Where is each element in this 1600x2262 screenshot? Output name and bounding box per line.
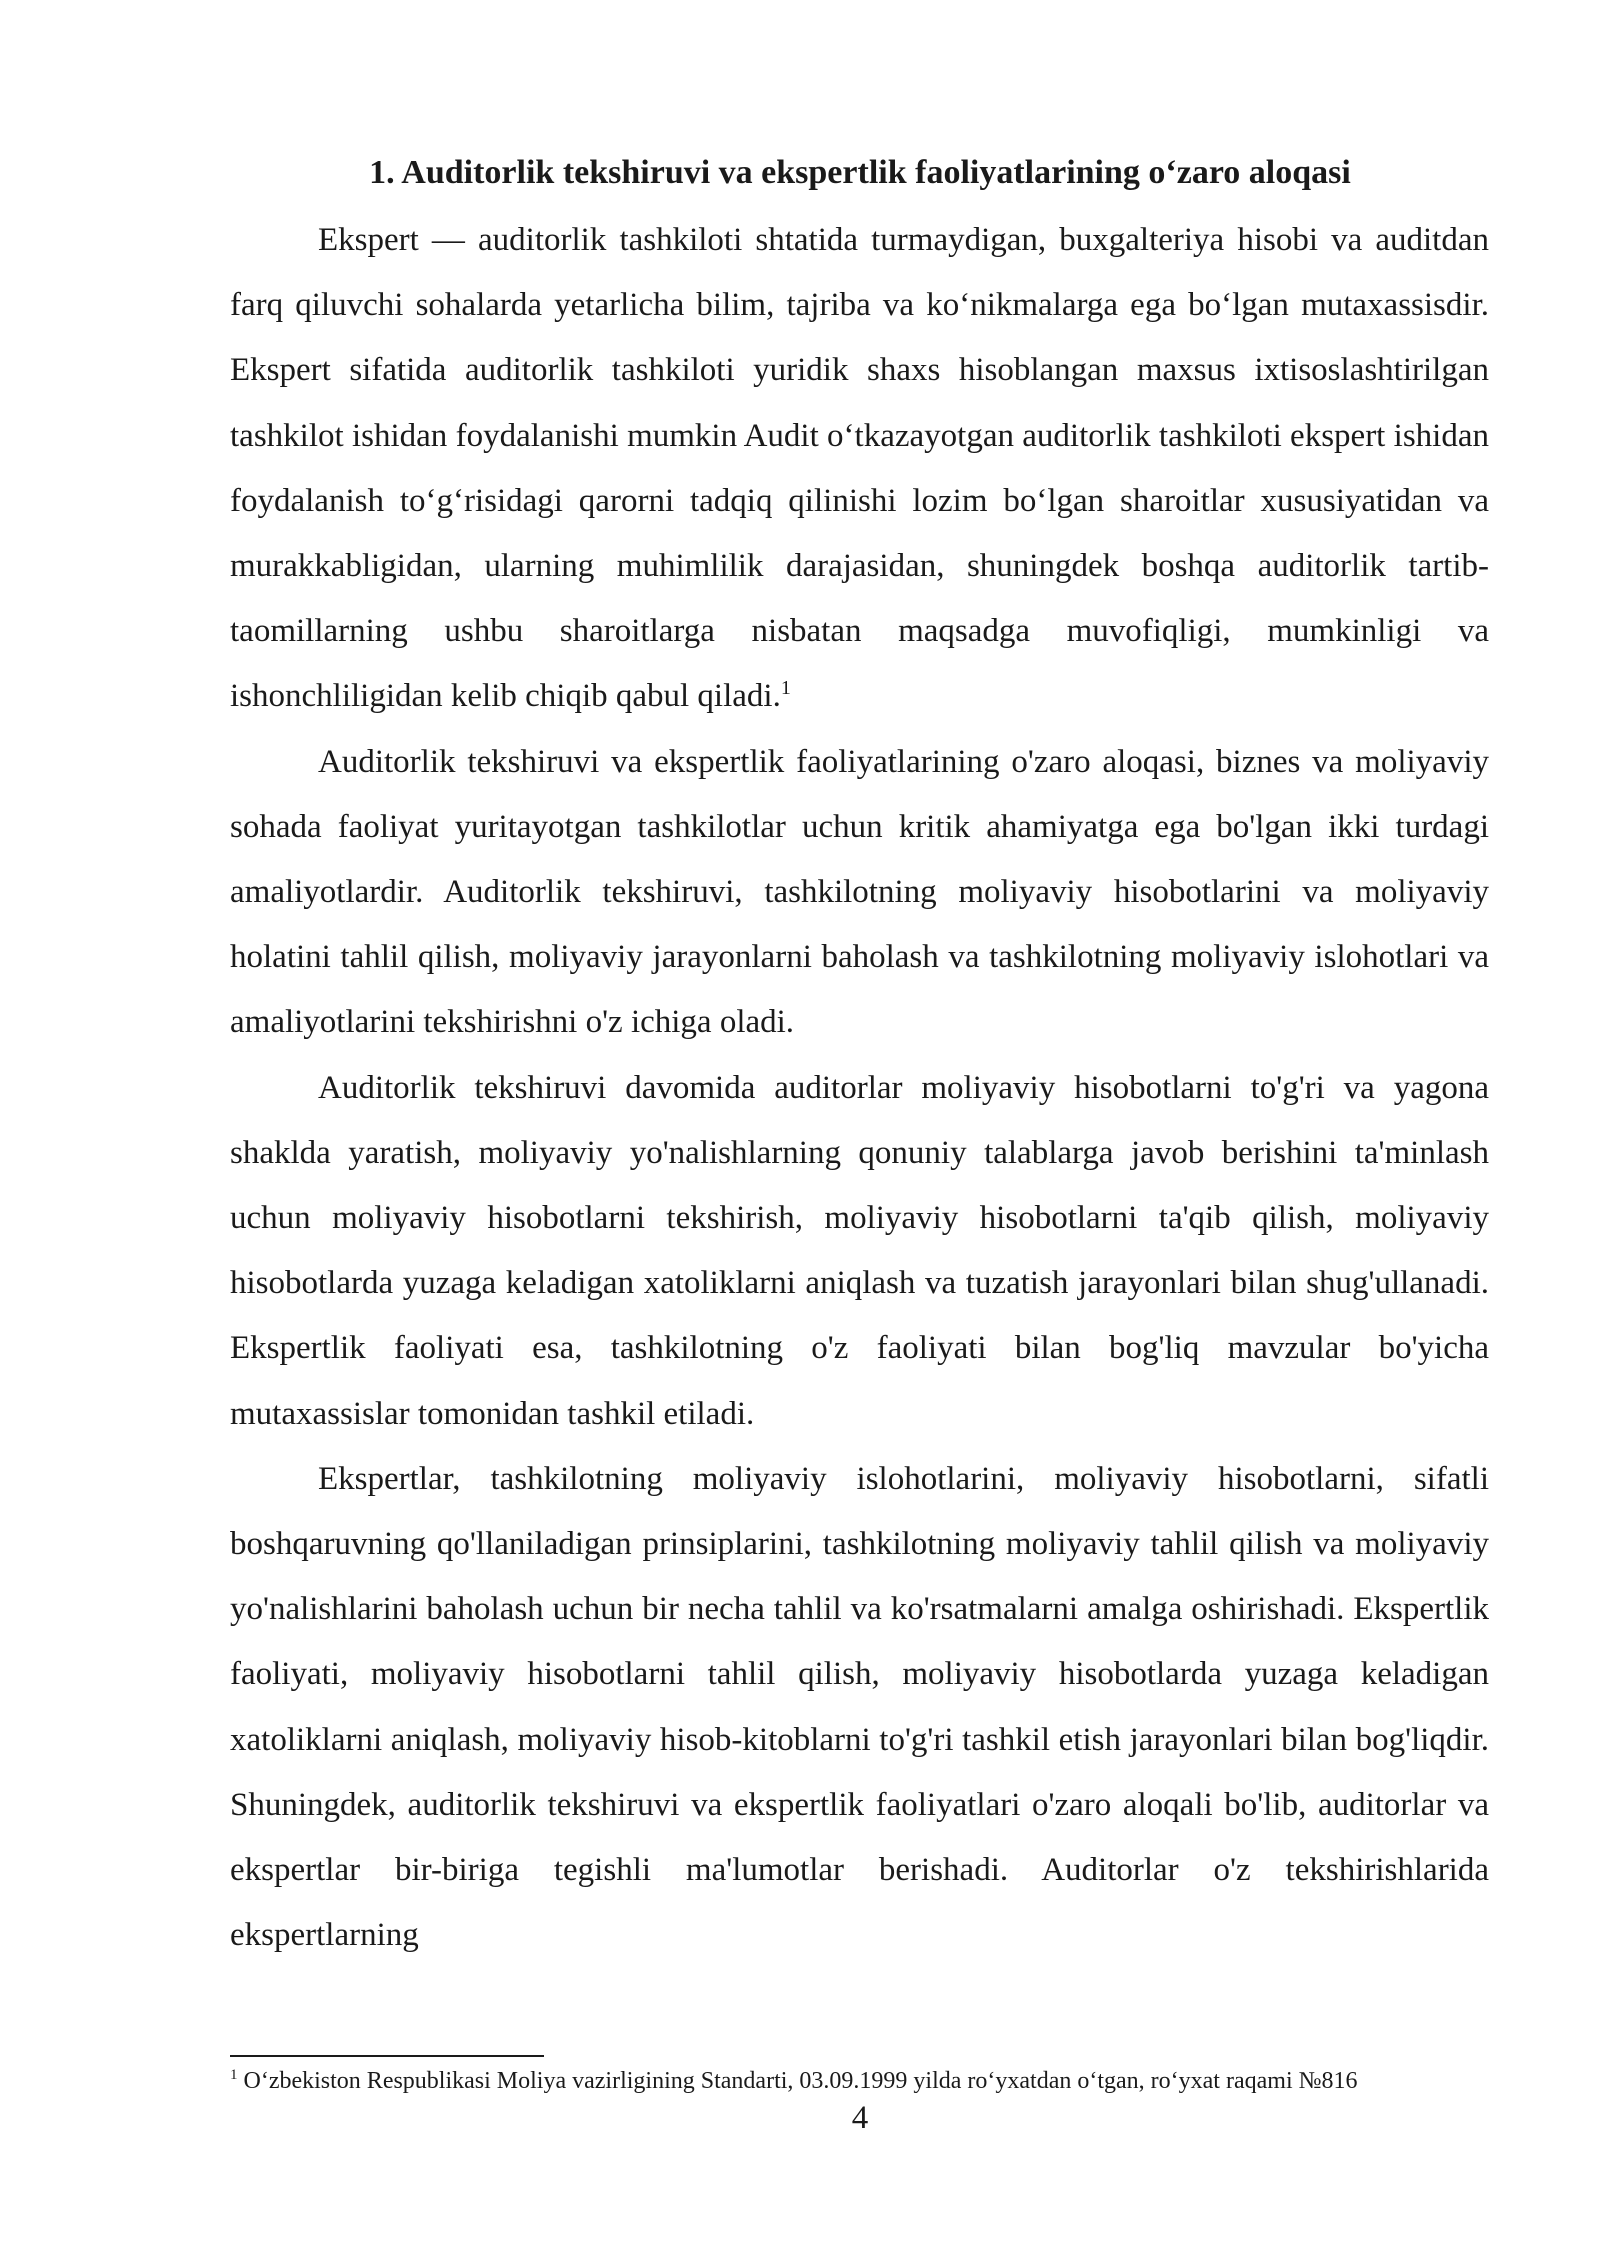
paragraph-text: Ekspert — auditorlik tashkiloti shtatida turmaydigan, buxgalteriya hisobi va auditdan farq qiluvchi sohalarda yetarlicha bilim, tajriba va ko‘nikmalarga ega bo‘lgan mutaxassisdir. Ekspert sifatida auditorlik tashkiloti yuridik shaxs hisoblangan maxsus ixtisoslashtirilgan tashkilot ishidan foydalanishi mumkin Audit o‘tkazayotgan auditorlik tashkiloti ekspert ishidan foydalanish to‘g‘risidagi qarorni tadqiq qilinishi lozim bo‘lgan sharoitlar xususiyatidan va murakkabligidan, ularning muhimlilik darajasidan, shuningdek boshqa auditorlik tartib-taomillarning ushbu sharoitlarga nisbatan maqsadga muvofiqligi, mumkinligi va ishonchliligidan kelib chiqib qabul qiladi.	[230, 222, 1489, 715]
paragraph	[230, 208, 1489, 730]
section-heading: 1. Auditorlik tekshiruvi va ekspertlik faoliyatlarining o‘zaro aloqasi	[369, 154, 1351, 191]
paragraph: Auditorlik tekshiruvi davomida auditorlar moliyaviy hisobotlarni to'g'ri va yagona shaklda yaratish, moliyaviy yo'nalishlarning qonuniy talablarga javob berishini ta'minlash uchun moliyaviy hisobotlarni tekshirish, moliyaviy hisobotlarni ta'qib qilish, moliyaviy hisobotlarda yuzaga keladigan xatoliklarni aniqlash va tuzatish jarayonlari bilan shug'ullanadi. Ekspertlik faoliyati esa, tashkilotning o'z faoliyati bilan bog'liq mavzular bo'yicha mutaxassislar tomonidan tashkil etiladi.	[230, 1069, 1489, 1432]
page-number: 4	[851, 2100, 869, 2136]
footnote-separator	[230, 2055, 544, 2057]
footnote-reference[interactable]: 1	[780, 677, 791, 700]
footnote	[230, 2064, 1510, 2098]
footnote-text: O‘zbekiston Respublikasi Moliya vazirligining Standarti, 03.09.1999 yilda ro‘yxatdan o‘tgan, ro‘yxat raqami №816	[237, 2068, 1358, 2094]
paragraph: Ekspertlar, tashkilotning moliyaviy islohotlarini, moliyaviy hisobotlarni, sifatli boshqaruvning qo'llaniladigan prinsiplarini, tashkilotning moliyaviy tahlil qilish va moliyaviy yo'nalishlarini baholash uchun bir necha tahlil va ko'rsatmalarni amalga oshirishadi. Ekspertlik faoliyati, moliyaviy hisobotlarni tahlil qilish, moliyaviy hisobotlarda yuzaga keladigan xatoliklarni aniqlash, moliyaviy hisob-kitoblarni to'g'ri tashkil etish jarayonlari bilan bog'liqdir. Shuningdek, auditorlik tekshiruvi va ekspertlik faoliyatlari o'zaro aloqali bo'lib, auditorlar va ekspertlar bir-biriga tegishli ma'lumotlar berishadi. Auditorlar o'z tekshirishlarida ekspertlarning	[230, 1460, 1489, 1954]
footnote-marker: 1	[230, 2067, 238, 2083]
paragraph: Auditorlik tekshiruvi va ekspertlik faoliyatlarining o'zaro aloqasi, biznes va moliyaviy sohada faoliyat yuritayotgan tashkilotlar uchun kritik ahamiyatga ega bo'lgan ikki turdagi amaliyotlardir. Auditorlik tekshiruvi, tashkilotning moliyaviy hisobotlarini va moliyaviy holatini tahlil qilish, moliyaviy jarayonlarni baholash va tashkilotning moliyaviy islohotlari va amaliyotlarini tekshirishni o'z ichiga oladi.	[230, 743, 1489, 1041]
body-text	[230, 208, 1489, 1968]
